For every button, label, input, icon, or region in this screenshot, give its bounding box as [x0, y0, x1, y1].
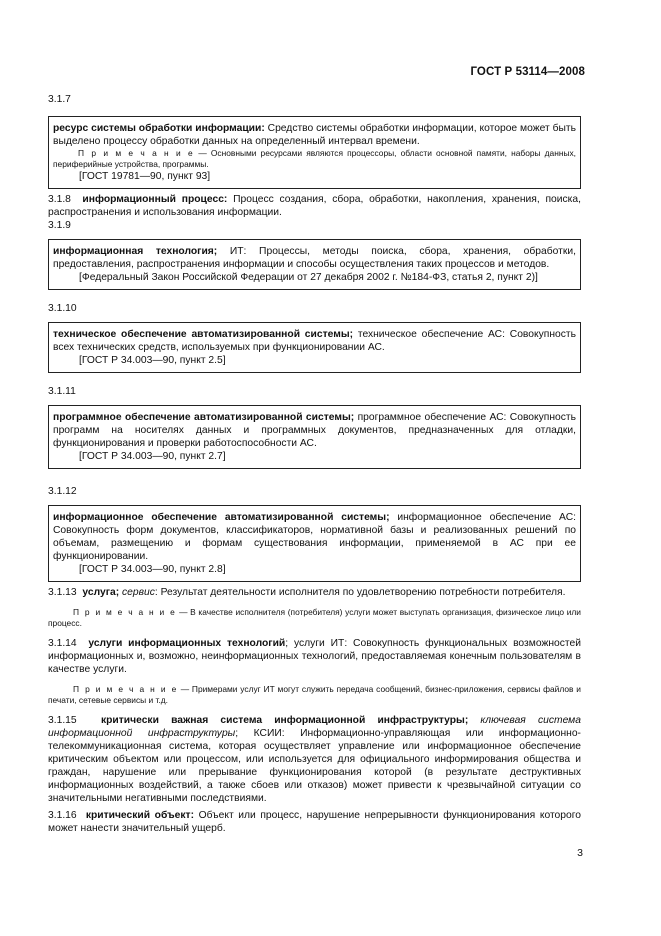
section-number: 3.1.12 [48, 486, 77, 497]
definition: ; КСИИ: Информационно-управляющая или информационно-телекоммуникационная система, которая осуществляет управление или информационное обеспечение критическим объектом или процессом, или используется для официального информирования общества и граждан, нарушение или прерывание функционирования которой (в результате деструктивных информационных воздействий, а также сбоев или отказов) может привести к чрезвычайной ситуации со значительными негативными последствиями. [48, 728, 581, 804]
definition: информационное обеспечение АС: Совокупность форм документов, классификаторов, нормативной базы и реализованных решений по объемам, размещению и формам существования информации, применяемой в АС при ее функционировании. [53, 512, 576, 562]
definition: ; услуги ИТ: Совокупность функциональных возможностей информационных и, возможно, неинформационных технологий, предоставляемая конечным пользователям в качестве услуги. [48, 638, 581, 675]
definition: техническое обеспечение АС: Совокупность всех технических средств, используемых при функционировании АС. [53, 329, 576, 353]
alt-term: ключевая система информационной инфраструктуры [48, 715, 581, 739]
definition: ИТ: Процессы, методы поиска, сбора, хранения, обработки, предоставления, распространения информации и способы осуществления таких процессов и методов. [53, 246, 576, 270]
standard-header: ГОСТ Р 53114—2008 [470, 66, 585, 78]
page-number: 3 [577, 847, 583, 859]
section-number: 3.1.7 [48, 94, 71, 105]
definition-text-3-1-16 [48, 809, 581, 835]
definition-box-3-1-10 [48, 322, 581, 373]
term: информационный процесс: [82, 194, 228, 205]
definition-text-3-1-14 [48, 637, 581, 676]
note-label: П р и м е ч а н и е [78, 148, 195, 158]
note [48, 684, 581, 706]
source-reference: [ГОСТ Р 34.003—90, пункт 2.8] [79, 564, 226, 575]
section-number: 3.1.15 [48, 715, 77, 726]
term: программное обеспечение автоматизированной системы; [53, 412, 355, 423]
definition: : Результат деятельности исполнителя по удовлетворению потребности потребителя. [154, 587, 566, 598]
source-reference: [ГОСТ 19781—90, пункт 93] [79, 171, 211, 182]
source-reference: [ГОСТ Р 34.003—90, пункт 2.5] [79, 355, 226, 366]
definition-text [53, 122, 576, 148]
section-number: 3.1.13 [48, 587, 77, 598]
section-number: 3.1.9 [48, 220, 71, 231]
definition-box-3-1-7 [48, 116, 581, 189]
note-label: П р и м е ч а н и е [73, 607, 177, 617]
page-content [48, 93, 581, 835]
definition-text-3-1-15 [48, 714, 581, 805]
definition-box-3-1-12 [48, 505, 581, 582]
term: услуга; [82, 587, 120, 598]
term: информационная технология; [53, 246, 218, 257]
source-reference: [ГОСТ Р 34.003—90, пункт 2.7] [79, 451, 226, 462]
definition-box-3-1-11 [48, 405, 581, 469]
section-number: 3.1.16 [48, 810, 77, 821]
section-number: 3.1.14 [48, 638, 77, 649]
note-text: — Примерами услуг ИТ могут служить передача сообщений, бизнес-приложения, сервисы файлов и печати, сетевые сервисы и т.д. [48, 684, 581, 705]
term: информационное обеспечение автоматизированной системы; [53, 512, 390, 523]
definition-text [53, 245, 576, 271]
definition-text-3-1-13 [48, 586, 581, 599]
definition-text [53, 328, 576, 354]
term: ресурс системы обработки информации: [53, 123, 265, 134]
definition: Объект или процесс, нарушение непрерывности функционирования которого может нанести значительный ущерб. [48, 810, 581, 834]
source-reference: [Федеральный Закон Российской Федерации от 27 декабря 2002 г. №184-ФЗ, статья 2, пункт 2)] [79, 272, 538, 283]
definition: Процесс создания, сбора, обработки, накопления, хранения, поиска, распространения и использования информации. [48, 194, 581, 218]
term: критически важная система информационной инфраструктуры; [100, 715, 469, 726]
note [53, 148, 576, 170]
term: услуги информационных технологий [88, 638, 286, 649]
note [48, 607, 581, 629]
definition-text [53, 411, 576, 450]
section-number: 3.1.8 [48, 194, 71, 205]
note-text: — Основными ресурсами являются процессоры, области основной памяти, наборы данных, периферийные устройства, программы. [53, 148, 576, 169]
term: критический объект: [85, 810, 195, 821]
definition-box-3-1-9 [48, 239, 581, 290]
note-label: П р и м е ч а н и е [73, 684, 178, 694]
alt-term: сервис [122, 587, 155, 598]
note-text: — В качестве исполнителя (потребителя) услуги может выступать организация, физическое лицо или процесс. [48, 607, 581, 628]
definition-text-3-1-8 [48, 193, 581, 219]
section-number: 3.1.11 [48, 386, 76, 397]
section-number: 3.1.10 [48, 303, 77, 314]
definition-text [53, 511, 576, 563]
definition: программное обеспечение АС: Совокупность программ на носителях данных и программных документов, предназначенных для отладки, функционирования и проверки работоспособности АС. [53, 412, 577, 449]
term: техническое обеспечение автоматизированной системы; [53, 329, 354, 340]
definition: Средство системы обработки информации, которое может быть выделено процессу обработки данных на определенный интервал времени. [53, 123, 576, 147]
